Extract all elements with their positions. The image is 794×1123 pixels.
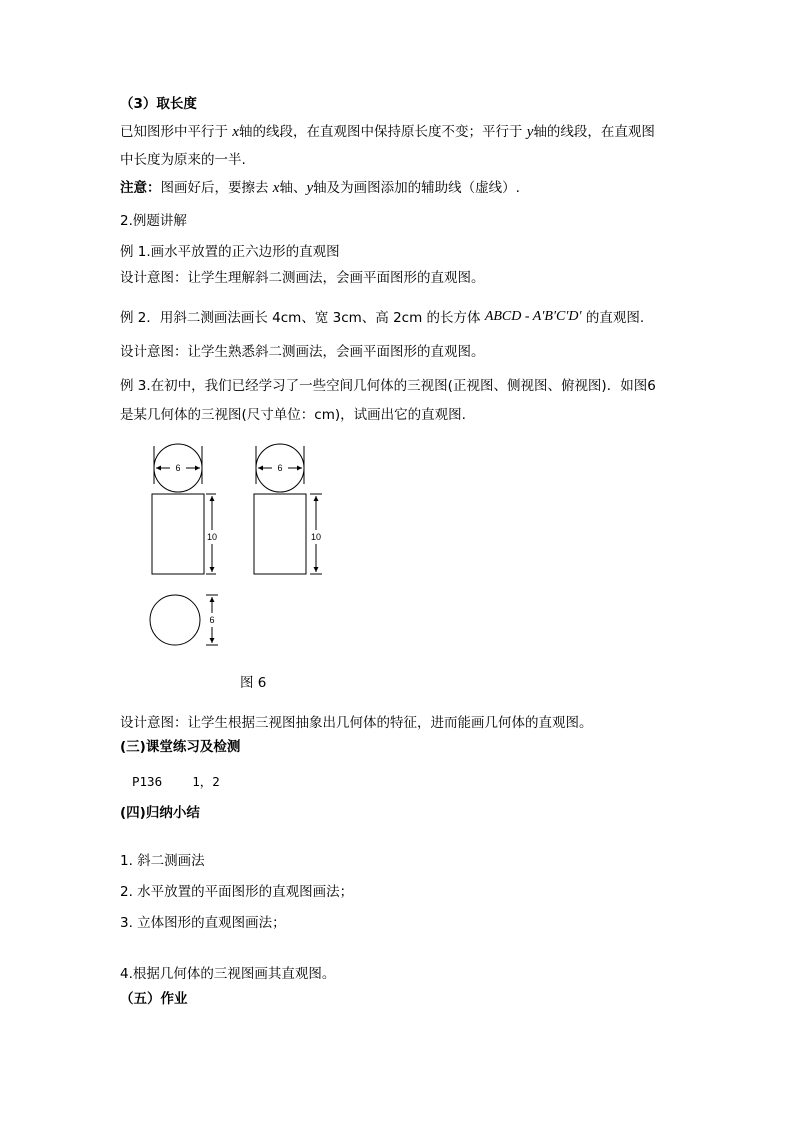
figure-caption: 图 6 — [240, 675, 267, 691]
example-1: 例 1.画水平放置的正六边形的直观图 — [120, 244, 340, 260]
side-diameter-label: 6 — [277, 463, 283, 473]
example-2 — [120, 309, 644, 328]
summary-item-4: 4.根据几何体的三视图画其直观图。 — [120, 966, 336, 982]
top-view-circle — [150, 595, 200, 645]
text-segment: 轴、 — [279, 180, 307, 196]
text-segment: 轴的线段，在直观图中保持原长度不变；平行于 — [238, 124, 527, 140]
paragraph-length-rule-1 — [120, 123, 655, 141]
summary-item-1: 1. 斜二测画法 — [120, 853, 205, 869]
note-paragraph — [120, 179, 520, 197]
examples-heading: 2.例题讲解 — [120, 213, 187, 229]
design-intent-2: 设计意图：让学生熟悉斜二测画法，会画平面图形的直观图。 — [120, 344, 485, 360]
front-view-rect — [152, 494, 204, 574]
var-y: y — [526, 124, 534, 140]
text-segment: 轴及为画图添加的辅助线（虚线）. — [313, 180, 520, 196]
var-x: x — [272, 180, 280, 196]
text-segment: 图画好后，要擦去 — [160, 180, 273, 196]
text-segment: 例 2．用斜二测画法画长 4cm、宽 3cm、高 2cm 的长方体 — [120, 310, 485, 326]
top-diameter-label: 6 — [209, 615, 215, 625]
side-height-label: 10 — [310, 532, 322, 542]
design-intent-1: 设计意图：让学生理解斜二测画法，会画平面图形的直观图。 — [120, 270, 485, 286]
side-view-rect — [254, 494, 306, 574]
summary-item-2: 2. 水平放置的平面图形的直观图画法； — [120, 884, 354, 900]
text-segment: 的直观图. — [581, 310, 645, 326]
note-label: 注意： — [120, 180, 161, 196]
example-3-line-1: 例 3.在初中，我们已经学习了一些空间几何体的三视图(正视图、侧视图、俯视图)．如图6 — [120, 378, 656, 394]
example-3-line-2: 是某几何体的三视图(尺寸单位：cm)，试画出它的直观图. — [120, 407, 466, 423]
var-x: x — [232, 124, 239, 140]
var-y: y — [306, 180, 314, 196]
paragraph-length-rule-2: 中长度为原来的一半. — [120, 152, 246, 168]
section-heading-practice: (三)课堂练习及检测 — [120, 739, 241, 755]
text-segment: 轴的线段，在直观图 — [533, 124, 655, 140]
section-heading-homework: （五）作业 — [120, 991, 188, 1007]
practice-exercises: P136 1，2 — [132, 774, 220, 789]
cuboid-formula: ABCD - A′B′C′D′ — [484, 309, 582, 324]
design-intent-3: 设计意图：让学生根据三视图抽象出几何体的特征，进而能画几何体的直观图。 — [120, 715, 593, 731]
front-diameter-label: 6 — [175, 463, 181, 473]
three-view-figure — [140, 440, 340, 655]
text-segment: 已知图形中平行于 — [120, 124, 233, 140]
section-heading-summary: (四)归纳小结 — [120, 805, 200, 821]
front-height-label: 10 — [206, 532, 218, 542]
summary-item-3: 3. 立体图形的直观图画法； — [120, 915, 286, 931]
section-heading-take-length: （3）取长度 — [120, 96, 197, 112]
